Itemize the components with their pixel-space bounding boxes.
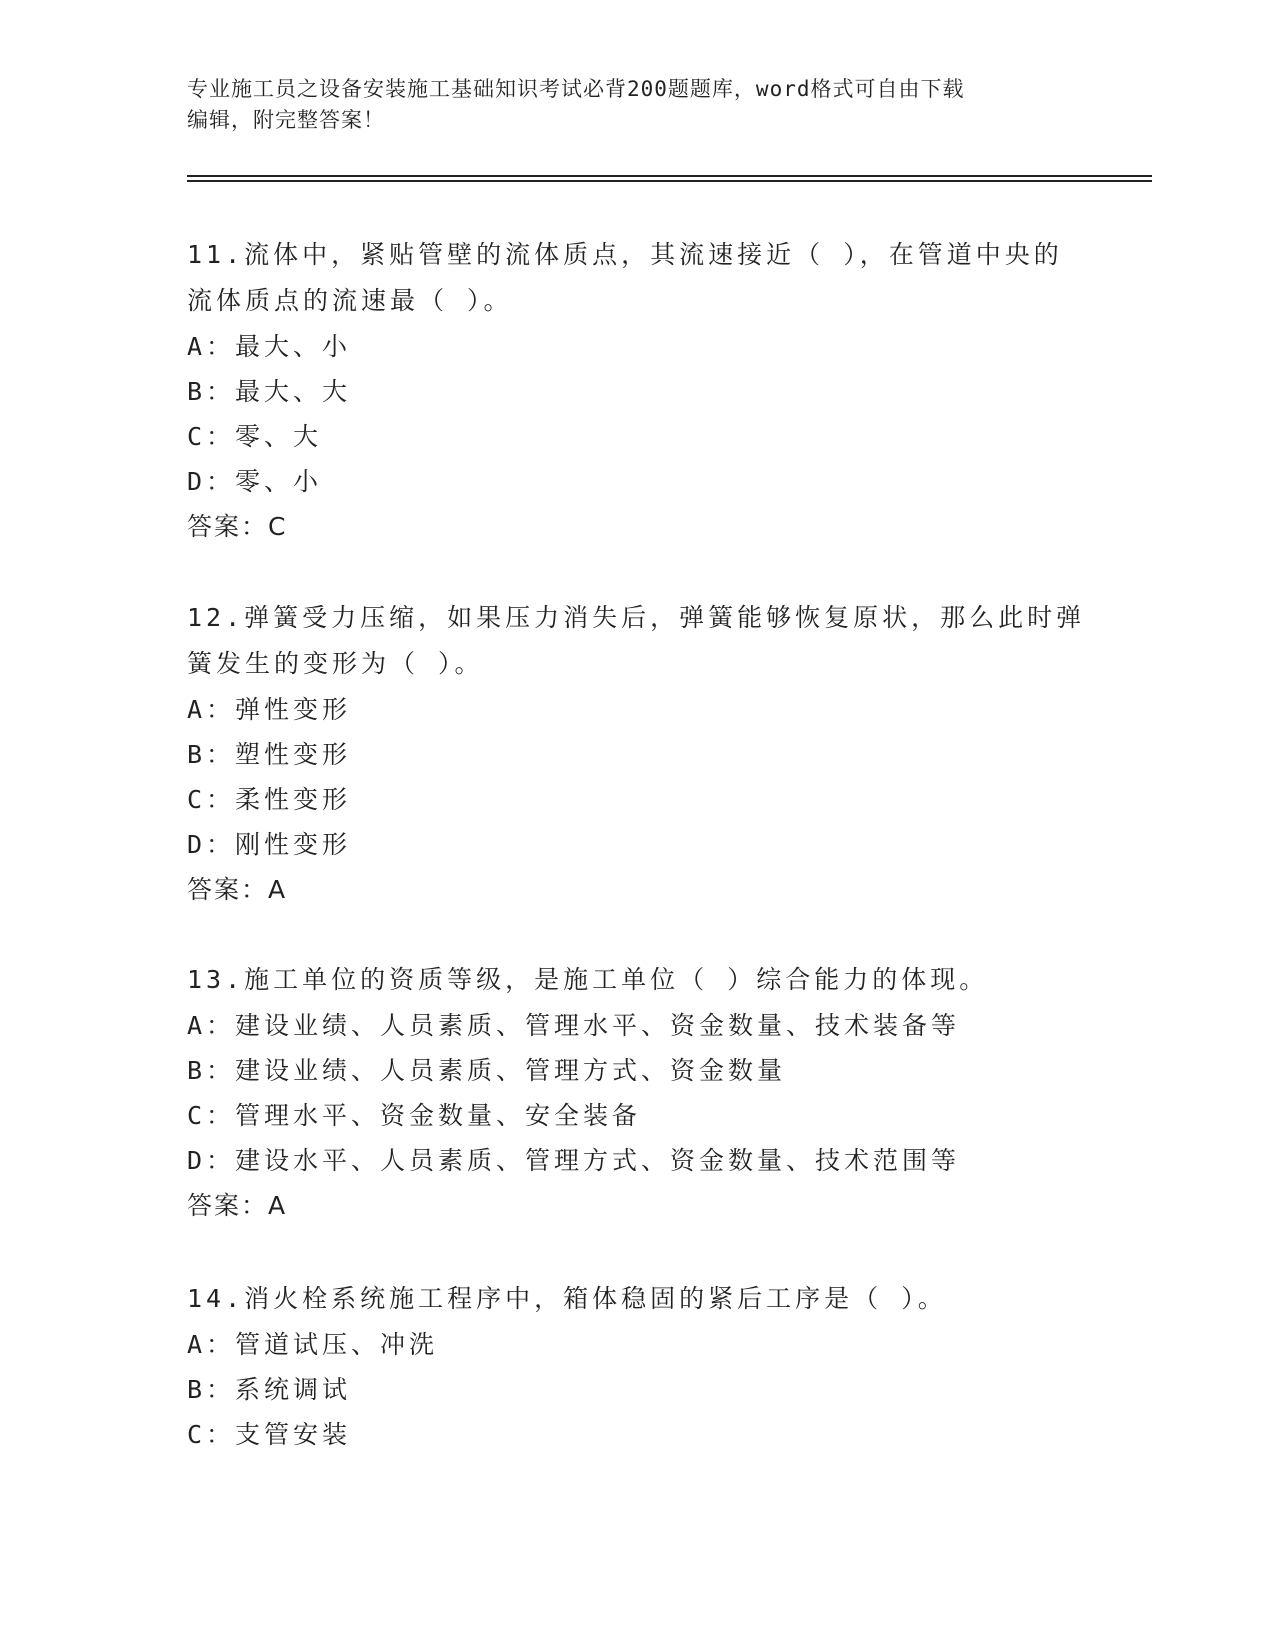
option-c: C：支管安装 — [187, 1420, 352, 1449]
option-a: A：管道试压、冲洗 — [187, 1330, 439, 1359]
question-stem-line: 13.施工单位的资质等级，是施工单位（ ）综合能力的体现。 — [187, 965, 989, 994]
option-a: A：弹性变形 — [187, 695, 352, 724]
question-stem-line: 簧发生的变形为（ ）。 — [187, 649, 484, 678]
document-header — [187, 74, 1087, 136]
question-stem-line: 14.消火栓系统施工程序中，箱体稳固的紧后工序是（ ）。 — [187, 1284, 947, 1313]
question-12 — [187, 595, 1107, 912]
option-b: B：建设业绩、人员素质、管理方式、资金数量 — [187, 1056, 787, 1085]
answer-line: 答案：A — [187, 1191, 288, 1220]
header-line-1: 专业施工员之设备安装施工基础知识考试必背200题题库，word格式可自由下载 — [187, 77, 965, 101]
header-divider-bottom — [187, 180, 1152, 182]
answer-line: 答案：A — [187, 875, 288, 904]
option-b: B：塑性变形 — [187, 740, 352, 769]
header-divider-top — [187, 175, 1152, 177]
question-stem-line: 流体质点的流速最（ ）。 — [187, 286, 513, 315]
option-c: C：管理水平、资金数量、安全装备 — [187, 1101, 642, 1130]
question-13 — [187, 957, 1107, 1228]
option-a: A：最大、小 — [187, 332, 352, 361]
question-14 — [187, 1276, 1107, 1457]
option-b: B：系统调试 — [187, 1375, 352, 1404]
option-b: B：最大、大 — [187, 377, 352, 406]
question-stem-line: 12.弹簧受力压缩，如果压力消失后，弹簧能够恢复原状，那么此时弹 — [187, 603, 1086, 632]
answer-line: 答案：C — [187, 512, 288, 541]
option-c: C：柔性变形 — [187, 785, 352, 814]
question-stem-line: 11.流体中，紧贴管壁的流体质点，其流速接近（ ），在管道中央的 — [187, 240, 1063, 269]
option-c: C：零、大 — [187, 422, 323, 451]
option-d: D：刚性变形 — [187, 830, 352, 859]
option-a: A：建设业绩、人员素质、管理水平、资金数量、技术装备等 — [187, 1011, 961, 1040]
question-11 — [187, 232, 1107, 549]
option-d: D：零、小 — [187, 467, 323, 496]
header-line-2: 编辑，附完整答案！ — [187, 108, 385, 132]
option-d: D：建设水平、人员素质、管理方式、资金数量、技术范围等 — [187, 1146, 961, 1175]
